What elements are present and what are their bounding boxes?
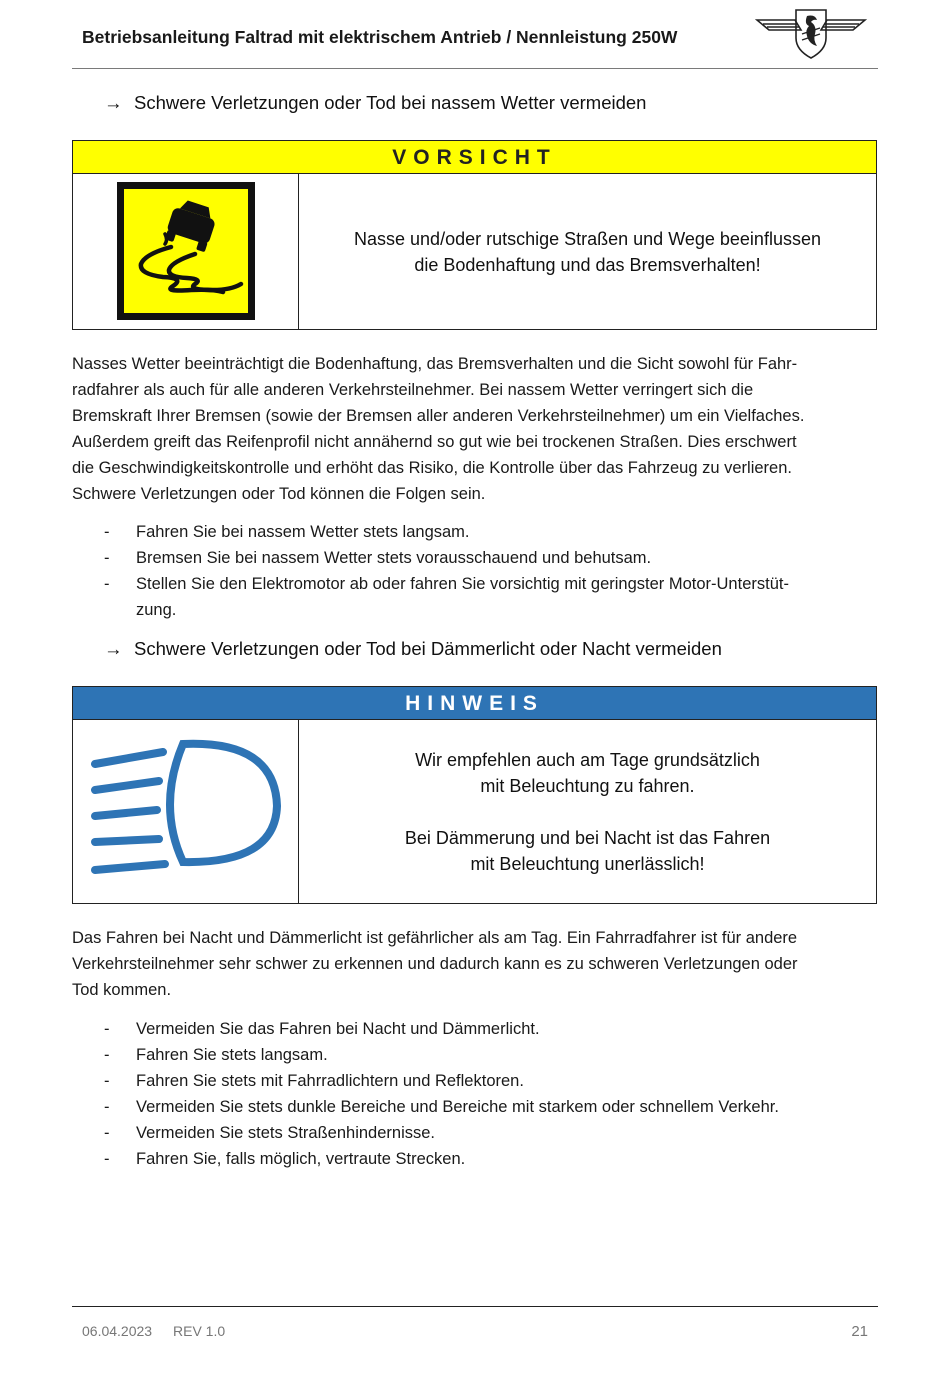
list-continuation-line: zung. bbox=[136, 601, 177, 619]
notice-label: HINWEIS bbox=[73, 687, 876, 720]
arrow-right-icon: → bbox=[104, 92, 123, 113]
paragraph-line: Das Fahren bei Nacht und Dämmerlicht ist gefährlicher als am Tag. Ein Fahrradfahrer ist für andere bbox=[72, 929, 798, 947]
notice-line: Wir empfehlen auch am Tage grundsätzlich bbox=[415, 749, 760, 770]
page-number: 21 bbox=[851, 1323, 868, 1340]
wet-weather-list bbox=[104, 519, 884, 597]
caution-label: VORSICHT bbox=[73, 141, 876, 174]
list-item: - Fahren Sie bei nassem Wetter stets langsam. bbox=[104, 519, 884, 545]
heading-text: Schwere Verletzungen oder Tod bei nassem Wetter vermeiden bbox=[134, 92, 647, 113]
paragraph-line: Verkehrsteilnehmer sehr schwer zu erkennen und dadurch kann es zu schweren Verletzungen oder bbox=[72, 955, 798, 973]
night-list bbox=[104, 1016, 884, 1172]
list-item: - Stellen Sie den Elektromotor ab oder fahren Sie vorsichtig mit geringster Motor-Unterstüt- bbox=[104, 571, 884, 597]
page-footer bbox=[72, 1306, 878, 1357]
paragraph-line: die Geschwindigkeitskontrolle und erhöht das Risiko, die Kontrolle über das Fahrzeug zu verlieren. bbox=[72, 459, 792, 477]
list-item: - Fahren Sie stets langsam. bbox=[104, 1042, 884, 1068]
footer-date: 06.04.2023 bbox=[82, 1323, 153, 1339]
list-item: - Fahren Sie stets mit Fahrradlichtern und Reflektoren. bbox=[104, 1068, 884, 1094]
notice-message bbox=[299, 720, 876, 903]
heading-text: Schwere Verletzungen oder Tod bei Dämmerlicht oder Nacht vermeiden bbox=[134, 638, 722, 659]
night-paragraph bbox=[72, 925, 878, 1003]
wet-weather-paragraph bbox=[72, 351, 878, 507]
list-item: - Bremsen Sie bei nassem Wetter stets vorausschauend und behutsam. bbox=[104, 545, 884, 571]
notice-line: mit Beleuchtung unerlässlich! bbox=[470, 853, 705, 874]
caution-icon-cell bbox=[73, 174, 299, 329]
notice-line: mit Beleuchtung zu fahren. bbox=[480, 775, 695, 796]
list-item: - Vermeiden Sie stets Straßenhindernisse. bbox=[104, 1120, 884, 1146]
arrow-right-icon: → bbox=[104, 638, 123, 659]
paragraph-line: Schwere Verletzungen oder Tod können die Folgen sein. bbox=[72, 485, 486, 503]
notice-body bbox=[73, 720, 876, 903]
paragraph-line: Nasses Wetter beeinträchtigt die Bodenhaftung, das Bremsverhalten und die Sicht sowohl für Fahr- bbox=[72, 355, 798, 373]
list-item: - Fahren Sie, falls möglich, vertraute Strecken. bbox=[104, 1146, 884, 1172]
paragraph-line: radfahrer als auch für alle anderen Verkehrsteilnehmer. Bei nassem Wetter verringert sich die bbox=[72, 381, 754, 399]
caution-message bbox=[299, 174, 876, 329]
document-title: Betriebsanleitung Faltrad mit elektrischem Antrieb / Nennleistung 250W bbox=[82, 27, 678, 47]
notice-icon-cell bbox=[73, 720, 299, 903]
notice-spacer bbox=[405, 799, 770, 825]
paragraph-line: Bremskraft Ihrer Bremsen (sowie der Bremsen aller anderen Verkehrsteilnehmer) um ein Vielfaches. bbox=[72, 407, 805, 425]
list-item: - Vermeiden Sie stets dunkle Bereiche und Bereiche mit starkem oder schnellem Verkehr. bbox=[104, 1094, 884, 1120]
section-heading-wet-weather bbox=[104, 92, 646, 114]
caution-body bbox=[73, 174, 876, 329]
footer-revision: REV 1.0 bbox=[173, 1323, 226, 1339]
slippery-road-icon bbox=[73, 174, 299, 329]
paragraph-line: Tod kommen. bbox=[72, 981, 172, 999]
caution-line: Nasse und/oder rutschige Straßen und Wege beeinflussen bbox=[354, 228, 821, 249]
paragraph-line: Außerdem greift das Reifenprofil nicht annähernd so gut wie bei trockenen Straßen. Dies erschwert bbox=[72, 433, 797, 451]
notice-line: Bei Dämmerung und bei Nacht ist das Fahren bbox=[404, 827, 771, 848]
list-item-continuation bbox=[136, 597, 836, 623]
list-item: - Vermeiden Sie das Fahren bei Nacht und Dämmerlicht. bbox=[104, 1016, 884, 1042]
notice-box bbox=[72, 686, 877, 904]
headlight-icon bbox=[73, 720, 299, 903]
caution-line: die Bodenhaftung und das Bremsverhalten! bbox=[414, 254, 761, 275]
winged-emblem-logo bbox=[755, 6, 867, 60]
page-header bbox=[72, 0, 878, 69]
section-heading-night bbox=[104, 638, 722, 660]
caution-box bbox=[72, 140, 877, 330]
